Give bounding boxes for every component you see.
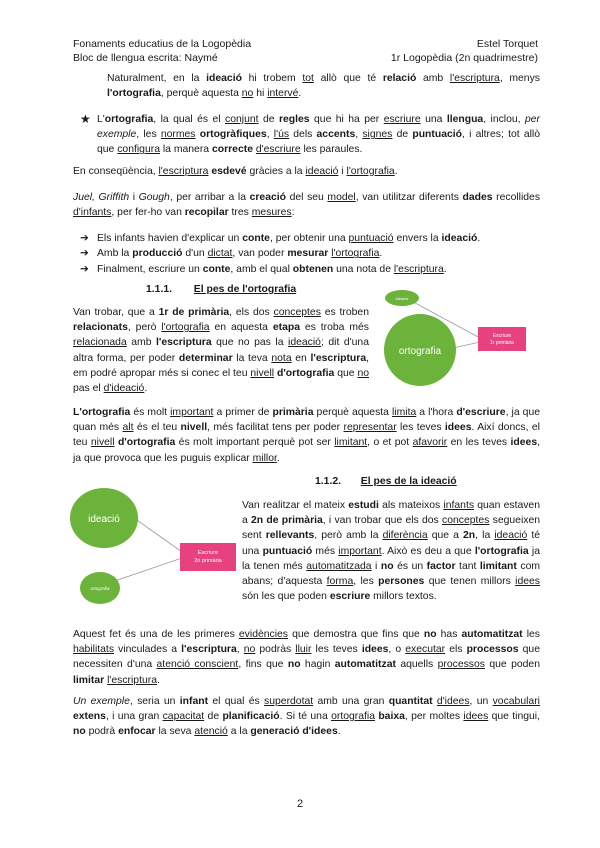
bold-term: ideació xyxy=(441,233,478,244)
measures-list xyxy=(80,231,540,277)
underlined-term: infants xyxy=(443,500,475,511)
list-item: ➔ Amb la producció d'un dictat, van poder mesurar l'ortografia. xyxy=(80,246,540,261)
bold-term: enfocar xyxy=(118,726,156,738)
bold-term: creació xyxy=(249,192,287,203)
bold-term: L'ortografia xyxy=(73,407,131,418)
bold-term: automatitzat xyxy=(461,629,523,640)
bold-term: conte xyxy=(242,233,270,244)
arrow-bullet-icon: ➔ xyxy=(80,248,89,260)
bold-term: conte xyxy=(202,263,231,275)
bold-term: l'escriptura xyxy=(156,337,212,349)
bold-term: puntuació xyxy=(262,545,313,557)
underlined-term: l'ortografia xyxy=(346,166,395,177)
bold-term: automatitzat xyxy=(334,659,396,671)
bold-term: no xyxy=(73,726,86,738)
underlined-term: automatitzada xyxy=(306,560,372,572)
underlined-term: nivell xyxy=(90,437,115,449)
section-heading-ortografia xyxy=(146,284,296,295)
list-item: ➔ Els infants havien d'explicar un conte, per obtenir una puntuació envers la ideació. xyxy=(80,231,540,246)
underlined-term: lluir xyxy=(295,644,312,656)
header-block: Bloc de llengua escrita: Naymé xyxy=(73,52,218,64)
bold-term: quantitat xyxy=(388,696,433,707)
underlined-term: limitant xyxy=(334,437,368,449)
underlined-term: l'escriptura xyxy=(107,674,157,686)
bold-term: idees xyxy=(444,422,472,434)
paragraph-2n-primaria: Van realitzar el mateix estudi als mateixos infants quan estaven a 2n de primària, i van trobar que els dos conceptes segueixen sent rellevants, però amb la diferència que a 2n, la ideació té una puntuació més important. Això es deu a que l'ortografia ja la tenen més automatitzada i no és un factor tant limitant com abans; d'aquesta forma, les persones que tenen millors idees són les que poden escriure millors textos. xyxy=(242,500,541,603)
paragraph-consequencia: En conseqüència, l'escriptura esdevé gràcies a la ideació i l'ortografia. xyxy=(73,166,398,177)
underlined-term: limita xyxy=(392,407,417,418)
heading-number: 1.1.1. xyxy=(146,284,172,295)
bold-term: esdevé xyxy=(211,166,247,177)
underlined-term: diferència xyxy=(382,530,428,542)
underlined-term: nota xyxy=(271,352,292,364)
underlined-term: important xyxy=(338,545,382,557)
underlined-term: ideació xyxy=(288,337,321,349)
bold-term: producció xyxy=(132,248,183,260)
paragraph-evidencies: Aquest fet és una de les primeres evidències que demostra que fins que no has automatitzat les habilitats vinculades a l'escriptura, no podràs lluir les teves idees, o executar els processos que necessiten d'una atenció conscient, fins que no hagin automatitzat aquells processos que poden limitar l'escriptura. xyxy=(73,629,540,686)
underlined-term: l'ortografia xyxy=(331,248,380,260)
bold-term: 2n xyxy=(463,530,476,542)
escriure-box xyxy=(180,543,236,571)
underlined-term: conceptes xyxy=(273,307,321,318)
underlined-term: conceptes xyxy=(442,515,490,527)
underlined-term: configura xyxy=(117,144,160,156)
bold-term: regles xyxy=(278,114,310,125)
heading-title: El pes de l'ortografia xyxy=(193,284,297,295)
underlined-term: evidències xyxy=(238,629,289,640)
bold-term: determinar xyxy=(178,352,233,364)
underlined-term: d'ideació xyxy=(103,383,145,395)
italic-term: Juel, Griffith xyxy=(73,192,130,203)
underlined-term: model xyxy=(327,192,356,203)
underlined-term: atenció xyxy=(194,726,228,738)
bold-term: estudi xyxy=(348,500,379,511)
italic-term: Gough xyxy=(138,192,170,203)
bold-term: idees xyxy=(361,644,389,656)
bold-term: correcte xyxy=(211,144,253,156)
bold-term: 1r de primària xyxy=(158,307,230,318)
list-item: ➔ Finalment, escriure un conte, amb el qual obtenen una nota de l'escriptura. xyxy=(80,262,540,277)
header-left xyxy=(73,37,251,65)
bold-term: d'ortografia xyxy=(276,367,335,379)
header-right xyxy=(391,37,538,65)
underlined-term: processos xyxy=(437,659,485,671)
ortografia-big-label: ortografia xyxy=(398,346,442,357)
underlined-term: dictat xyxy=(207,248,233,260)
bold-term: 2n de primària xyxy=(251,515,323,527)
bold-term: escriure xyxy=(329,591,371,603)
underlined-term: intervé xyxy=(267,88,299,100)
underlined-term: mesures xyxy=(251,207,292,219)
bold-term: primària xyxy=(272,407,314,418)
underlined-term: relacionada xyxy=(73,337,127,349)
italic-term: Un exemple xyxy=(73,696,130,707)
paragraph-importancia-ortografia: L'ortografia és molt important a primer de primària perquè aquesta limita a l'hora d'escriure, ja que quan més alt és el teu nivell, més facilitat tens per poder representar les teves idees. Així doncs, el teu nivell d'ortografia és molt important perquè pot ser limitant, o et pot afavorir en les teves idees, ja que provoca que les puguis explicar millor. xyxy=(73,407,541,464)
underlined-term: puntuació xyxy=(348,233,394,244)
escriure-box xyxy=(478,327,526,351)
underlined-term: normes xyxy=(160,129,196,141)
escriure-box-label: Escriure xyxy=(197,550,219,556)
page-number: 2 xyxy=(296,798,304,810)
underlined-term: d'escriure xyxy=(255,144,301,156)
header-course: Fonaments educatius de la Logopèdia xyxy=(73,38,252,50)
underlined-term: no xyxy=(243,644,256,656)
connector-line xyxy=(106,558,182,584)
connector-line xyxy=(134,518,182,552)
bold-term: ortogràfiques xyxy=(199,129,267,141)
bold-term: persones xyxy=(378,576,425,588)
bold-term: nivell xyxy=(180,422,208,434)
bold-term: idees xyxy=(510,437,538,449)
underlined-term: signes xyxy=(362,129,393,141)
bold-term: planificació xyxy=(222,711,280,723)
paragraph-1r-primaria: Van trobar, que a 1r de primària, els dos conceptes es troben relacionats, però l'ortografia en aquesta etapa es troba més relacionada amb l'escriptura que no pas la ideació; dit d'una altra forma, per poder determinar la teva nota en l'escriptura, em podré apropar més si conec el teu nivell d'ortografia que no pas el d'ideació. xyxy=(73,307,369,395)
paragraph-exemple: Un exemple, seria un infant el qual és superdotat amb una gran quantitat d'idees, un vocabulari extens, i una gran capacitat de planificació. Si té una ortografia baixa, per moltes idees que tingui, no podrà enfocar la seva atenció a la generació d'idees. xyxy=(73,696,540,738)
bold-term: generació d'idees xyxy=(250,726,338,738)
bold-term: mesurar xyxy=(287,248,329,260)
underlined-term: capacitat xyxy=(162,711,205,723)
underlined-term: superdotat xyxy=(264,696,314,707)
bold-term: extens xyxy=(73,711,106,723)
bold-term: d'escriure xyxy=(456,407,506,418)
underlined-term: no xyxy=(357,367,369,379)
underlined-term: tot xyxy=(302,73,314,84)
underlined-term: millor xyxy=(252,452,277,464)
bold-term: obtenen xyxy=(292,263,334,275)
ideacio-big-label: ideació xyxy=(88,514,120,525)
bold-term: l'ortografia xyxy=(107,88,161,100)
underlined-term: conjunt xyxy=(225,114,259,125)
underlined-term: important xyxy=(170,407,214,418)
bold-term: no xyxy=(287,659,301,671)
underlined-term: idees xyxy=(515,576,540,588)
bold-term: limitar xyxy=(73,674,105,686)
escriure-box-sublabel: 1r primària xyxy=(490,340,514,346)
bold-term: etapa xyxy=(272,322,300,334)
underlined-term: nivell xyxy=(250,367,275,379)
bold-term: rellevants xyxy=(265,530,315,542)
bold-term: limitant xyxy=(479,560,517,572)
bold-term: l'ortografia xyxy=(474,545,529,557)
underlined-term: ortografia xyxy=(331,711,375,723)
diagram-1r-primaria xyxy=(376,286,528,396)
underlined-term: l'escriptura xyxy=(393,263,444,275)
escriure-box-sublabel: 2n primària xyxy=(194,558,222,564)
escriure-box-label: Escriure xyxy=(492,333,512,339)
underlined-term: escriure xyxy=(383,114,421,125)
header-term: 1r Logopèdia (2n quadrimestre) xyxy=(390,52,538,64)
underlined-term: habilitats xyxy=(73,644,115,656)
bold-term: recopilar xyxy=(184,207,229,219)
heading-title: El pes de la ideació xyxy=(360,476,457,487)
underlined-term: afavorir xyxy=(412,437,448,449)
underlined-term: l'escriptura xyxy=(158,166,209,177)
underlined-term: representar xyxy=(343,422,397,434)
bold-term: accents xyxy=(316,129,356,141)
bold-term: infant xyxy=(179,696,209,707)
heading-number: 1.1.2. xyxy=(315,476,341,487)
bold-term: llengua xyxy=(446,114,484,125)
ideacio-small-label: ideació xyxy=(395,296,409,301)
underlined-term: ideació xyxy=(305,166,339,177)
underlined-term: forma xyxy=(326,576,354,588)
underlined-term: d'idees xyxy=(436,696,470,707)
diagram-2n-primaria xyxy=(70,488,240,610)
ortografia-small-label: ortografia xyxy=(90,586,110,591)
bold-term: no xyxy=(423,629,437,640)
italic-term: per exemple xyxy=(97,114,540,141)
bold-term: no xyxy=(380,560,394,572)
underlined-term: vocabulari xyxy=(492,696,540,707)
underlined-term: l'escriptura xyxy=(449,73,500,84)
underlined-term: l'ortografia xyxy=(161,322,210,334)
underlined-term: l'ús xyxy=(273,129,290,141)
star-bullet-icon: ★ xyxy=(80,112,91,126)
bold-term: baixa xyxy=(378,711,405,723)
paragraph-ideacio-intro: Naturalment, en la ideació hi trobem tot allò que té relació amb l'escriptura, menys l'ortografia, perquè aquesta no hi intervé. xyxy=(107,73,540,100)
underlined-term: d'infants xyxy=(73,207,112,219)
bold-term: processos xyxy=(466,644,519,656)
underlined-term: atenció conscient xyxy=(156,659,239,671)
underlined-term: alt xyxy=(122,422,134,434)
underlined-term: ideació xyxy=(494,530,528,542)
bold-term: l'escriptura xyxy=(181,644,237,656)
bold-term: puntuació xyxy=(412,129,462,141)
underlined-term: executar xyxy=(405,644,446,656)
bold-term: d'ortografia xyxy=(117,437,176,449)
paragraph-model-juel: Juel, Griffith i Gough, per arribar a la creació del seu model, van utilitzar diferents dades recollides d'infants, per fer-ho van recopilar tres mesures: xyxy=(73,192,541,219)
underlined-term: no xyxy=(241,88,254,100)
header-author: Estel Torquet xyxy=(476,38,538,50)
arrow-bullet-icon: ➔ xyxy=(80,263,89,275)
arrow-bullet-icon: ➔ xyxy=(80,233,89,244)
bold-term: ideació xyxy=(206,73,242,84)
underlined-term: idees xyxy=(463,711,489,723)
bold-term: dades xyxy=(462,192,493,203)
section-heading-ideacio xyxy=(315,476,457,487)
bold-term: relacionats xyxy=(73,322,128,334)
ortografia-definition-text: L'ortografia, la qual és el conjunt de regles que hi ha per escriure una llengua, inclou, per exemple, les normes ortogràfiques, l'ús dels accents, signes de puntuació, i altres; tot allò que configura la manera correcte d'escriure les paraules. xyxy=(97,114,540,156)
bold-term: relació xyxy=(382,73,417,84)
bold-term: l'escriptura xyxy=(310,352,367,364)
bold-term: ortografia xyxy=(104,114,154,125)
bold-term: factor xyxy=(426,560,456,572)
